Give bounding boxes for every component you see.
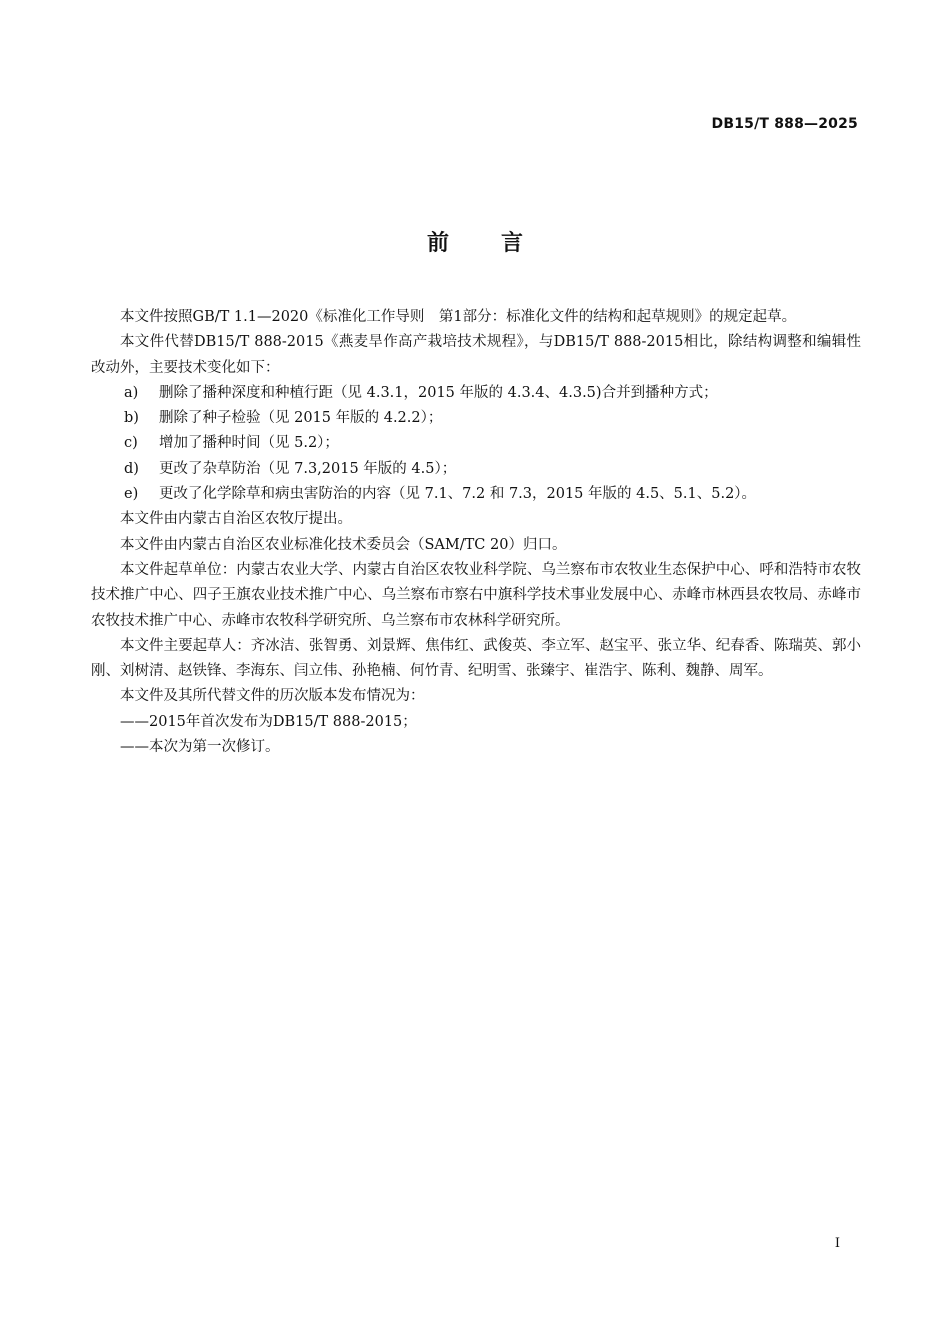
paragraph-drafting-units: 本文件起草单位：内蒙古农业大学、内蒙古自治区农牧业科学院、乌兰察布市农牧业生态保护中心、呼和浩特市农牧技术推广中心、四子王旗农业技术推广中心、乌兰察布市察右中旗科学技术事业发展中心、赤峰市林西县农牧局、赤峰市农牧技术推广中心、赤峰市农牧科学研究所、乌兰察布市农林科学研究所。 [91, 561, 861, 629]
change-item-letter: e) [124, 486, 139, 503]
paragraph-drafting-rules: 本文件按照GB/T 1.1—2020《标准化工作导则 第1部分：标准化文件的结构和起草规则》的规定起草。 [120, 309, 797, 325]
title-char-1: 前 [426, 231, 449, 256]
change-item-text: 删除了种子检验（见 2015 年版的 4.2.2）； [159, 410, 443, 427]
change-item-text: 更改了杂草防治（见 7.3,2015 年版的 4.5）； [159, 460, 457, 477]
paragraph-centralized-by: 本文件由内蒙古自治区农业标准化技术委员会（SAM/TC 20）归口。 [120, 536, 567, 553]
history-item: ——本次为第一次修订。 [120, 739, 280, 756]
change-item-text: 增加了播种时间（见 5.2）； [159, 435, 339, 452]
foreword-body [91, 305, 861, 760]
change-item [91, 381, 861, 406]
title-char-2: 言 [501, 231, 524, 256]
document-code: DB15/T 888—2025 [711, 116, 858, 132]
paragraph-drafters: 本文件主要起草人：齐冰洁、张智勇、刘景辉、焦伟红、武俊英、李立军、赵宝平、张立华、纪春香、陈瑞英、郭小刚、刘树清、赵铁锋、李海东、闫立伟、孙艳楠、何竹青、纪明雪、张臻宇、崔浩宇、陈利、魏静、周军。 [91, 637, 861, 680]
paragraph-history-intro: 本文件及其所代替文件的历次版本发布情况为： [120, 688, 425, 705]
change-item [91, 457, 861, 482]
change-item-letter: a) [124, 384, 139, 401]
paragraph-replaces: 本文件代替DB15/T 888-2015《燕麦旱作高产栽培技术规程》，与DB15/T 888-2015相比，除结构调整和编辑性改动外，主要技术变化如下： [91, 334, 861, 376]
page-number: I [834, 1236, 840, 1251]
change-item [91, 431, 861, 456]
change-item-text: 更改了化学除草和病虫害防治的内容（见 7.1、7.2 和 7.3，2015 年版的 4.5、5.1、5.2）。 [159, 486, 757, 503]
change-item-letter: d) [124, 460, 139, 477]
change-item [91, 482, 861, 507]
change-item-text: 删除了播种深度和种植行距（见 4.3.1，2015 年版的 4.3.4、4.3.5)合并到播种方式； [159, 384, 718, 401]
change-item-letter: c) [124, 435, 138, 452]
page-title [0, 226, 950, 257]
history-item: ——2015年首次发布为DB15/T 888-2015； [120, 713, 417, 730]
change-item [91, 406, 861, 431]
change-item-letter: b) [124, 410, 139, 427]
paragraph-proposed-by: 本文件由内蒙古自治区农牧厅提出。 [120, 511, 352, 528]
